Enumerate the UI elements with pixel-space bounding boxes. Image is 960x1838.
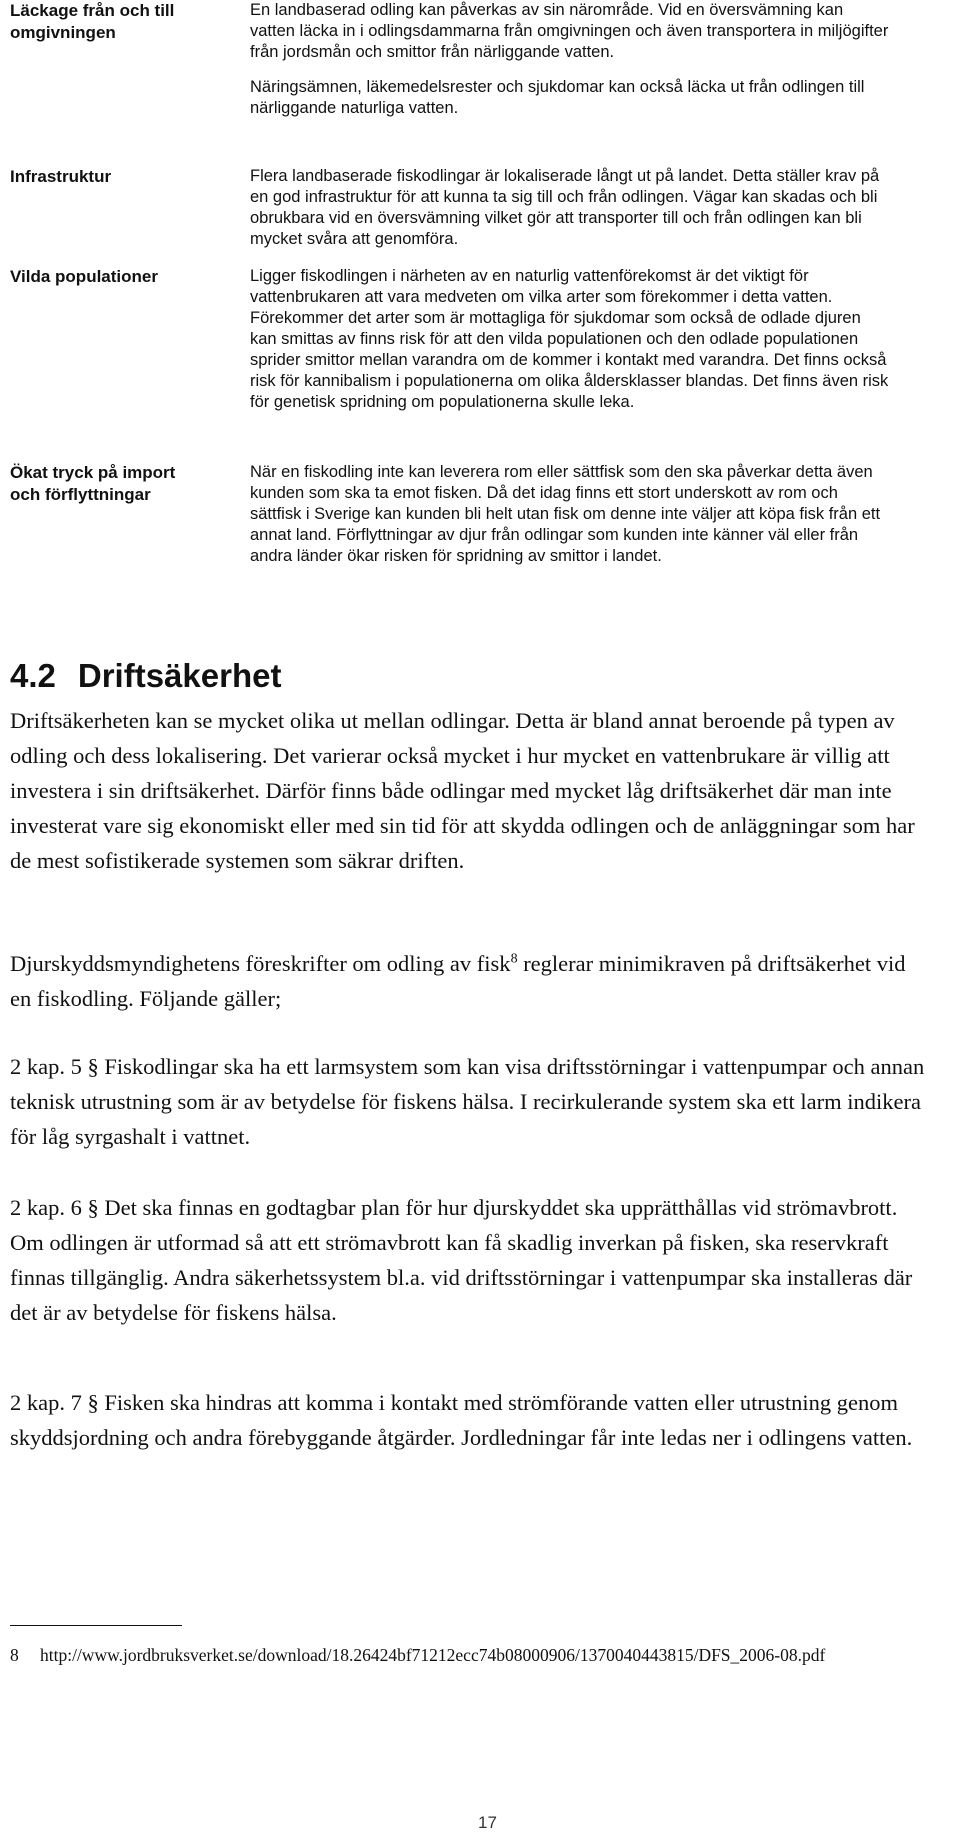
regulation-paragraph	[10, 946, 930, 1016]
risk-paragraph: När en fiskodling inte kan leverera rom eller sättfisk som den ska påverkar detta även kunden som ska ta emot fisken. Då det idag finns ett stort underskott av rom och sättfisk i Sverige kan kunden bli helt utan fisk om denne inte väljer att köpa fisk från ett annat land. Förflyttningar av djur från odlingar som kunden inte känner väl eller från andra länder ökar risken för spridning av smittor i landet.	[250, 463, 881, 565]
footnote-reference: 8	[510, 951, 518, 967]
risk-description	[250, 166, 890, 250]
intro-paragraph: Driftsäkerheten kan se mycket olika ut mellan odlingar. Detta är bland annat beroende på typen av odling och dess lokalisering. Det varierar också mycket i hur mycket en vattenbrukare är villig att investera i sin driftsäkerhet. Därför finns både odlingar med mycket låg driftsäkerhet där man inte investerat vare sig ekonomiskt eller med sin tid för att skydda odlingen och de anläggningar som har de mest sofistikerade systemen som säkrar driften.	[10, 708, 915, 873]
risk-label: Vilda populationer	[10, 267, 158, 286]
section-title: Driftsäkerhet	[77, 657, 282, 694]
rule-paragraph	[10, 1190, 930, 1330]
rule-paragraph	[10, 1385, 930, 1455]
section-number: 4.2	[10, 657, 56, 694]
rule-reference: 2 kap. 5	[10, 1054, 82, 1079]
risk-label: Ökat tryck på import och förflyttningar	[10, 463, 176, 504]
section-symbol: §	[87, 1195, 99, 1220]
rule-reference: 2 kap. 6	[10, 1195, 82, 1220]
page-number: 17	[478, 1813, 497, 1832]
regulation-text: Djurskyddsmyndighetens föreskrifter om odling av fisk	[10, 951, 511, 976]
risk-description	[250, 266, 890, 413]
footnote-number: 8	[10, 1645, 19, 1665]
section-symbol: §	[87, 1054, 99, 1079]
regulation-text-continued: reglerar minimikraven på driftsäkerhet vid en fiskodling. Följande gäller;	[10, 951, 906, 1011]
risk-description	[250, 462, 890, 567]
footnote-divider	[10, 1625, 182, 1626]
risk-description	[250, 0, 890, 119]
section-heading	[10, 656, 281, 696]
risk-label: Infrastruktur	[10, 167, 112, 186]
risk-paragraph: Näringsämnen, läkemedelsrester och sjukdomar kan också läcka ut från odlingen till närliggande naturliga vatten.	[250, 78, 865, 117]
rule-reference: 2 kap. 7	[10, 1390, 82, 1415]
risk-paragraph: Ligger fiskodlingen i närheten av en naturlig vattenförekomst är det viktigt för vattenbrukaren att vara medveten om vilka arter som förekommer i detta vatten. Förekommer det arter som är mottagliga för sjukdomar som också de odlade djuren kan smittas av finns risk för att den vilda populationen och den odlade populationen sprider smittor mellan varandra om de kommer i kontakt med varandra. Det finns också risk för kannibalism i populationerna om olika åldersklasser blandas. Det finns även risk för genetisk spridning om populationerna skulle leka.	[250, 267, 889, 411]
section-symbol: §	[87, 1390, 99, 1415]
rule-text: Det ska finnas en godtagbar plan för hur djurskyddet ska upprätthållas vid strömavbrott. Om odlingen är utformad så att ett strömavbrott kan få skadlig inverkan på fisken, ska reservkraft finnas tillgänglig. Andra säkerhetssystem bl.a. vid driftsstörningar i vattenpumpar ska installeras där det är av betydelse för fiskens hälsa.	[10, 1195, 913, 1325]
rule-text: Fisken ska hindras att komma i kontakt med strömförande vatten eller utrustning genom skyddsjordning och andra förebyggande åtgärder. Jordledningar får inte ledas ner i odlingens vatten.	[10, 1390, 913, 1450]
risk-label: Läckage från och till omgivningen	[10, 1, 175, 42]
footnote-link[interactable]: http://www.jordbruksverket.se/download/18.26424bf71212ecc74b08000906/1370040443815/DFS_2006-08.pdf	[40, 1645, 826, 1665]
risk-paragraph: En landbaserad odling kan påverkas av sin närområde. Vid en översvämning kan vatten läcka in i odlingsdammarna från omgivningen och även transportera in miljögifter från jordsmån och smittor från närliggande vatten.	[250, 1, 889, 61]
risk-table	[0, 0, 960, 611]
rule-paragraph	[10, 1049, 930, 1154]
risk-paragraph: Flera landbaserade fiskodlingar är lokaliserade långt ut på landet. Detta ställer krav på en god infrastruktur för att kunna ta sig till och från odlingen. Vägar kan skadas och bli obrukbara vid en översvämning vilket gör att transporter till och från odlingen kan bli mycket svåra att genomföra.	[250, 167, 880, 248]
rule-text: Fiskodlingar ska ha ett larmsystem som kan visa driftsstörningar i vattenpumpar och annan teknisk utrustning som är av betydelse för fiskens hälsa. I recirkulerande system ska ett larm indikera för låg syrgashalt i vattnet.	[10, 1054, 925, 1149]
